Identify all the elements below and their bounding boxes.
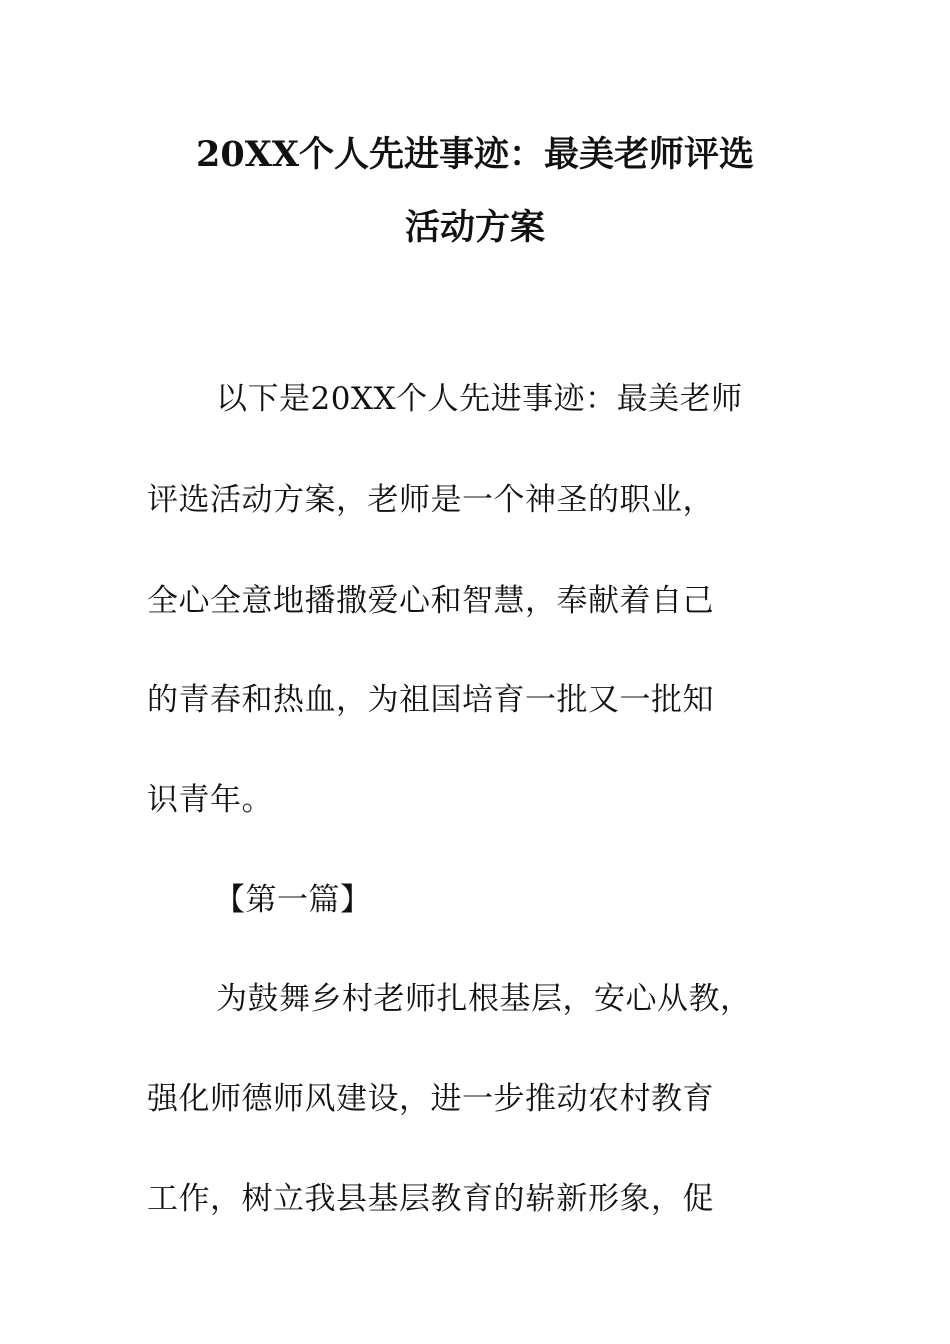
section-paragraph-line-3: 工作，树立我县基层教育的崭新形象，促 (147, 1181, 714, 1217)
section-heading: 【第一篇】 (214, 882, 372, 918)
document-title-line-1: 20XX个人先进事迹：最美老师评选 (195, 134, 755, 175)
intro-paragraph-line-3: 全心全意地播撒爱心和智慧，奉献着自己 (147, 583, 714, 619)
section-paragraph-line-1: 为鼓舞乡村老师扎根基层，安心从教， (216, 981, 752, 1017)
intro-paragraph-line-4: 的青春和热血，为祖国培育一批又一批知 (147, 682, 714, 718)
section-paragraph-line-2: 强化师德师风建设，进一步推动农村教育 (147, 1081, 714, 1117)
intro-paragraph-line-5: 识青年。 (147, 782, 273, 818)
document-title-line-2: 活动方案 (404, 207, 545, 248)
intro-paragraph-line-1: 以下是20XX个人先进事迹：最美老师 (216, 381, 743, 417)
intro-paragraph-line-2: 评选活动方案，老师是一个神圣的职业， (147, 482, 714, 518)
